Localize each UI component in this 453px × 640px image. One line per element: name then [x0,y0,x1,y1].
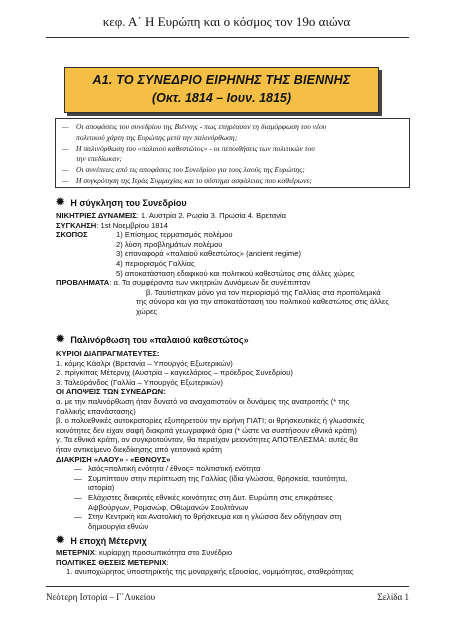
list-item: — Συμπίπτουν στην περίπτωση της Γαλλίας (ίδια γλώσσα, θρησκεία, ταυτότητα, [74,473,348,483]
objective-row: — Η συγκρότηση της Ιεράς Συμμαχίας και το σύστημα ασφάλειας που καθιέρωνε; [62,175,313,185]
list-item: — Ελάχιστες διακριτές εθνικές κοινότητες στη Δυτ. Ευρώπη στις επικράτειες [74,492,333,502]
goal-item: 1) Επίσημος τερματισμός πολέμου [116,230,233,240]
list-item: Αψβούργων, Ρομανώφ, Οθωμανών Σουλτάνων [88,502,249,512]
section-body-metternich: ΜΕΤΕΡΝΙΧ: κυρίαρχη προσωπικότητα στο Συνέδριο ΠΟΛΙΤΙΚΕΣ ΘΕΣΕΙΣ ΜΕΤΕΡΝΙΧ: 1. ανυποχώρητος υποστηρικτής της μοναρχικής εξουσίας, νομιμότητας, σταθερότητας [56,548,416,577]
objective-row: την επεδίωκαν; [76,154,123,164]
goal-item: 5) αποκατάσταση εδαφικού και πολιτικού καθεστώτος στις άλλες χώρες [116,268,355,278]
section-heading-congress [56,197,187,208]
objective-row: — Οι αποφάσεις του συνεδρίου της Βιέννης - πως επηρέασαν τη διαμόρφωση του νέου [62,122,327,131]
asterisk-bullet-icon: ✹ [56,197,65,208]
list-item: δημιουργία εθνών [88,521,149,531]
section-heading-restoration [56,334,249,345]
chapter-title-box [64,67,379,113]
section-title: Η εποχή Μέτερνιχ [70,535,147,546]
header-divider [46,37,409,38]
list-item: — λαός=πολιτική ενότητα / έθνος= πολιτιστική ενότητα [74,464,261,474]
section-body-restoration: ΚΥΡΙΟΙ ΔΙΑΠΡΑΓΜΑΤΕΥΤΕΣ: 1. κόμης Κάσλρι (Βρετανία – Υπουργός Εξωτερικών) 2. πρίγκιπας Μέτερνιχ (Αυστρία – καγκελάριος – πρόεδρος Συνεδρίου) 3. Ταλεϋράνδος (Γαλλία – Υπουργός Εξωτερικών) ΟΙ ΑΠΟΨΕΙΣ ΤΩΝ ΣΥΝΕΔΡΩΝ: α. με την παλινόρθωση ήταν δυνατό να αναχαιτιστούν οι δυνάμεις της ανατροπής (* της Γαλλικής επανάστασης) β. ο πολυεθνικές αυτοκρατορίες εξυπηρετούν την ειρήνη ΓΙΑΤΙ; οι θρησκευτικές ή γλωσσικές κοινότητες δεν είχαν σαφή διακριτά γεωγραφικά όρια (* ώστε να συστήσουν εθνικά κράτη) γ. Τα εθνικά κράτη, αν συγκροτούνταν, θα περιείχαν μειονότητες ΑΠΟΤΕΛΕΣΜΑ: αυτές θα ήταν αντικείμενο διεκδίκησης από γειτονικά κράτη ΔΙΑΚΡΙΣΗ «ΛΑΟΥ» - «ΕΘΝΟΥΣ» — λαός=πολιτική ενότητα / έθνος= πολιτιστική ενότητα — Συμπίπτουν στην περίπτωση της Γαλλίας (ίδια γλώσσα, θρησκεία, ταυτότητα, ιστορία) — Ελάχιστες διακριτές εθνικές κοινότητες στη Δυτ. Ευρώπη στις επικράτειες Αψβούργων, Ρομανώφ, Οθωμανών Σουλτάνων — Στην Κεντρική και Ανατολική το θρήσκευμα και η γλώσσα δεν οδήγησαν στη δημιουργία εθνών [56,349,416,531]
negotiator-item: 1. κόμης Κάσλρι (Βρετανία – Υπουργός Εξωτερικών) [56,358,233,368]
asterisk-bullet-icon: ✹ [56,535,65,546]
objective-row: πολιτικού χάρτη της Ευρώπης μετά την παλινόρθωση; [76,132,238,142]
objectives-box [55,118,410,188]
list-item: ιστορία) [88,483,115,493]
list-item: — Στην Κεντρική και Ανατολική το θρήσκευμα και η γλώσσα δεν οδήγησαν στη [74,512,342,522]
goal-item: 2) λύση προβλημάτων πολέμου [116,239,223,249]
section-title: Παλινόρθωση του «παλαιού καθεστώτος» [70,334,249,345]
footer-divider [46,586,409,587]
chapter-dates: (Οκτ. 1814 – Ιουν. 1815) [151,91,292,105]
section-heading-metternich [56,535,147,546]
goal-item: 4) περιορισμός Γαλλίας [116,258,195,268]
chapter-title: Α1. ΤΟ ΣΥΝΕΔΡΙΟ ΕΙΡΗΝΗΣ ΤΗΣ ΒΙΕΝΝΗΣ [92,73,351,87]
goal-item: 3) επαναφορά «παλαιού καθεστώτος» (ancient regime) [116,249,301,259]
footer-course: Νεότερη Ιστορία – Γ΄Λυκείου [46,592,156,602]
list-item: 1. ανυποχώρητος υποστηρικτής της μοναρχικής εξουσίας, νομιμότητας, σταθερότητας [66,567,354,577]
objective-row: — Η παλινόρθωση του «παλαιού καθεστώτος» - οι πεποιθήσεις των πολιτικών του [62,143,315,153]
negotiator-item: 3. Ταλεϋράνδος (Γαλλία – Υπουργός Εξωτερικών) [56,377,223,387]
section-body-congress: ΝΙΚΗΤΡΙΕΣ ΔΥΝΑΜΕΙΣ: 1. Αυστρία 2. Ρωσία 3. Πρωσία 4. Βρετανία ΣΥΓΚΛΗΣΗ: 1st Νοεμβρίου 1814 ΣΚΟΠΟΣ 1) Επίσημος τερματισμός πολέμου 2) λύση προβλημάτων πολέμου 3) επαναφορά «παλαιού καθεστώτος» (ancient regime) 4) περιορισμός Γαλλίας 5) αποκατάσταση εδαφικού και πολιτικού καθεστώτος στις άλλες χώρες ΠΡΟΒΛΗΜΑΤΑ: α. Τα συμφέροντα των νικητριών Δυνάμεων δε συνέπιπταν β. Ταυτίστηκαν μόνο για τον περιορισμό της Γαλλίας στα προπολεμικά της σύνορα και για την αποκατάσταση του πολιτικού καθεστώτος στις άλλες χώρες [56,211,389,316]
objective-row: — Οι συνέπειες από τις αποφάσεις του Συνεδρίου για τους λαούς της Ευρώπης; [62,165,305,175]
negotiator-item: 2. πρίγκιπας Μέτερνιχ (Αυστρία – καγκελάριος – πρόεδρος Συνεδρίου) [56,368,293,378]
footer-page-number: Σελίδα 1 [377,592,409,602]
page-header: κεφ. Α΄ Η Ευρώπη και ο κόσμος τον 19ο αιώνα [102,14,351,29]
section-title: Η σύγκληση του Συνεδρίου [70,197,187,208]
asterisk-bullet-icon: ✹ [56,334,65,345]
